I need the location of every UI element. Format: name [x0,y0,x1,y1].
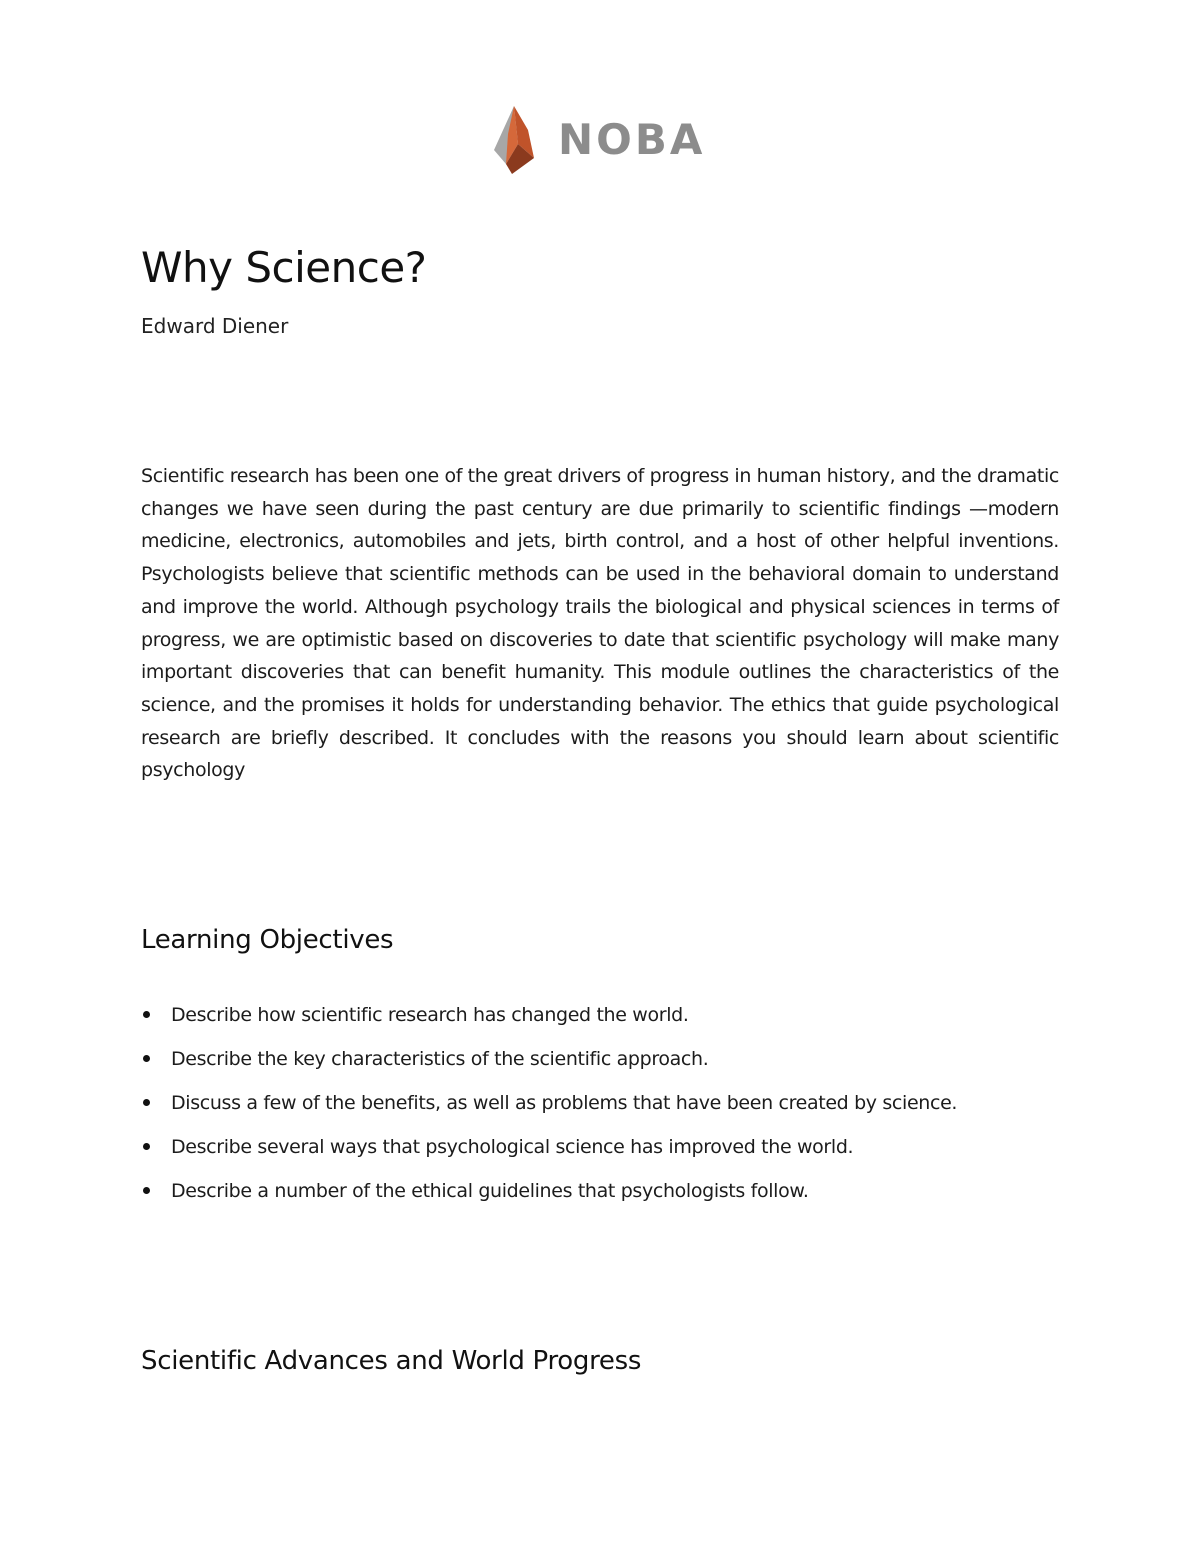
bullet-icon [143,1011,150,1018]
list-item-text: Discuss a few of the benefits, as well as problems that have been created by science. [171,1092,958,1114]
list-item-text: Describe a number of the ethical guidelines that psychologists follow. [171,1180,809,1202]
noba-flame-icon [488,104,538,176]
bullet-icon [143,1187,150,1194]
list-item [141,999,1059,1043]
list-item [141,1043,1059,1087]
noba-wordmark: NOBA [558,115,706,164]
learning-objectives-list [141,999,1059,1219]
article-author: Edward Diener [141,314,289,338]
bullet-icon [143,1055,150,1062]
article-abstract: Scientific research has been one of the great drivers of progress in human history, and the dramatic changes we have seen during the past century are due primarily to scientific findings —modern medicine, electronics, automobiles and jets, birth control, and a host of other helpful inventions. Psychologists believe that scientific methods can be used in the behavioral domain to understand and improve the world. Although psychology trails the biological and physical sciences in terms of progress, we are optimistic based on discoveries to date that scientific psychology will make many important discoveries that can benefit humanity. This module outlines the characteristics of the science, and the promises it holds for understanding behavior. The ethics that guide psychological research are briefly described. It concludes with the reasons you should learn about scientific psychology [141,465,1059,782]
bullet-icon [143,1099,150,1106]
noba-logo [488,104,705,176]
list-item-text: Describe the key characteristics of the scientific approach. [171,1048,709,1070]
list-item [141,1175,1059,1219]
list-item-text: Describe how scientific research has changed the world. [171,1004,689,1026]
list-item-text: Describe several ways that psychological science has improved the world. [171,1136,854,1158]
list-item [141,1087,1059,1131]
section-heading: Scientific Advances and World Progress [141,1346,642,1376]
bullet-icon [143,1143,150,1150]
list-item [141,1131,1059,1175]
learning-objectives-heading: Learning Objectives [141,925,394,955]
article-title: Why Science? [141,243,427,292]
